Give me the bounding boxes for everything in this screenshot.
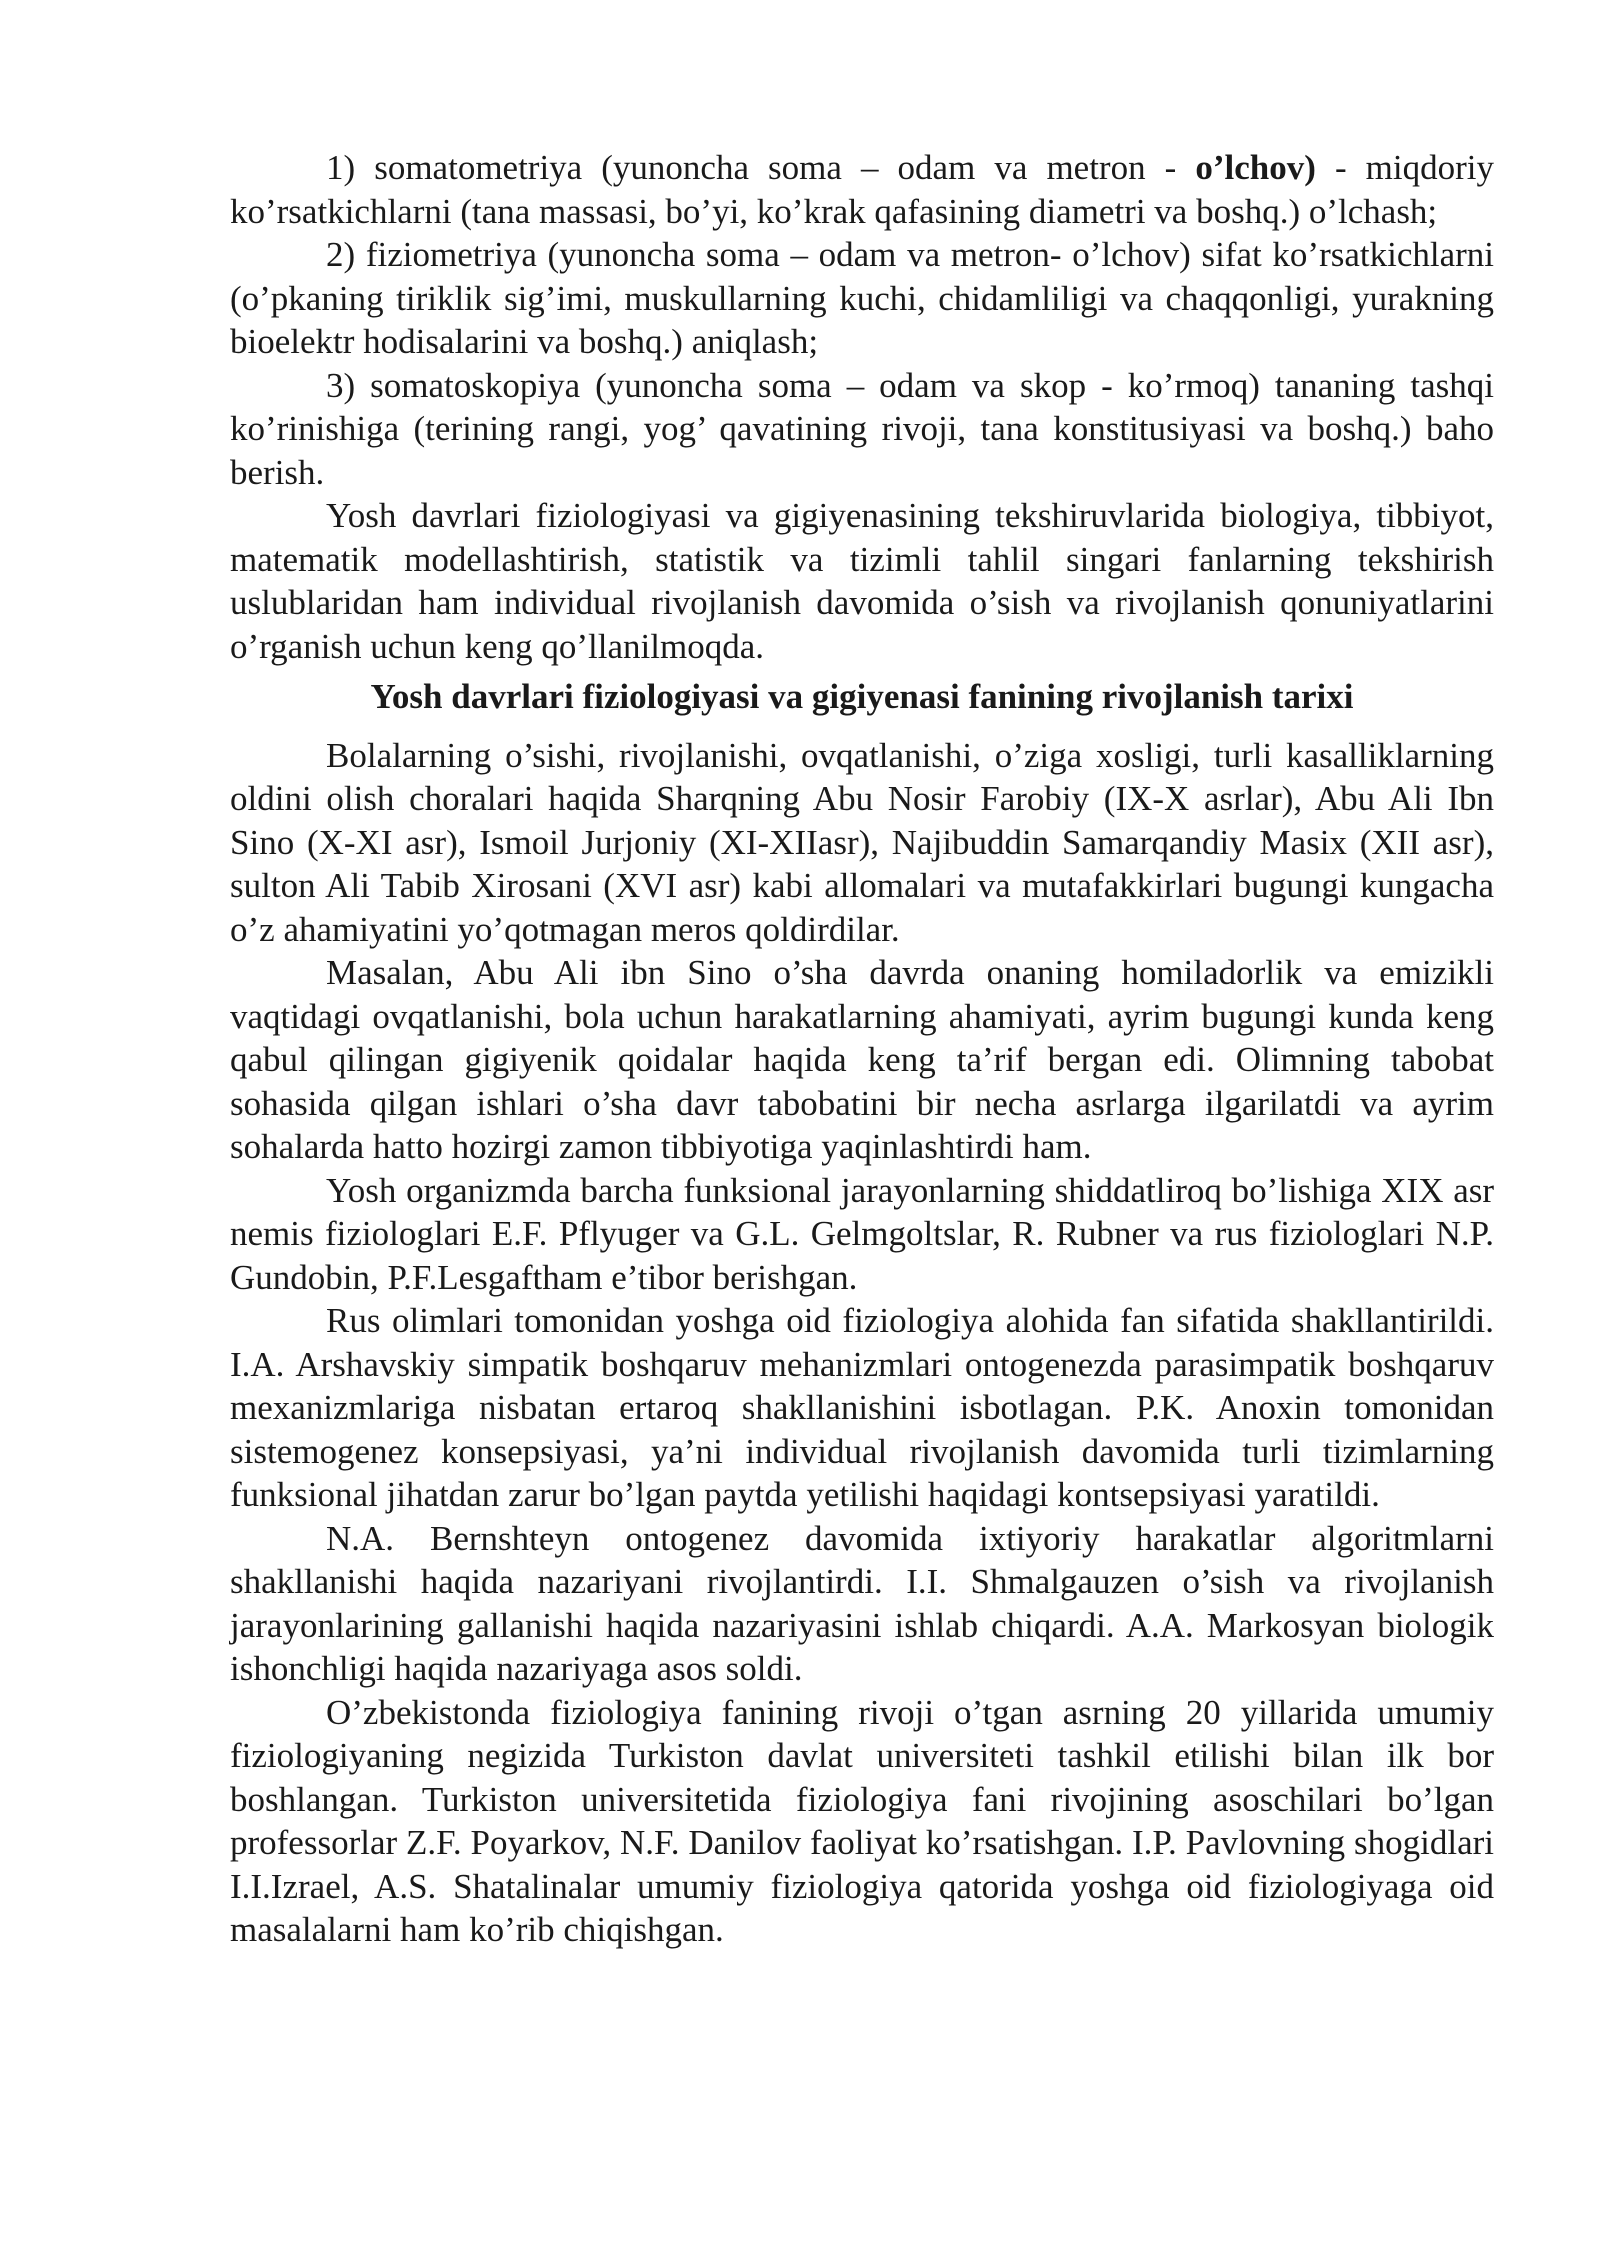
document-page (230, 146, 1494, 1952)
text-run: Bolalarning o’sishi, rivojlanishi, ovqatlanishi, o’ziga xosligi, turli kasalliklarning oldini olish choralari haqida Sharqning Abu Nosir Farobiy (IX-X asrlar), Abu Ali Ibn Sino (X-XI asr), Ismoil Jurjoniy (XI-XIIasr), Najibuddin Samarqandiy Masix (XII asr), sulton Ali Tabib Xirosani (XVI asr) kabi allomalari va mutafakkirlari bugungi kungacha o’z ahamiyatini yo’qotmagan meros qoldirdilar. (230, 735, 1494, 949)
body-paragraph (230, 734, 1494, 952)
text-run: N.A. Bernshteyn ontogenez davomida ixtiyoriy harakatlar algoritmlarni shakllanishi haqida nazariyani rivojlantirdi. I.I. Shmalgauzen o’sish va rivojlanish jarayonlarining gallanishi haqida nazariyasini ishlab chiqardi. A.A. Markosyan biologik ishonchligi haqida nazariyaga asos soldi. (230, 1518, 1494, 1688)
section-heading: Yosh davrlari fiziologiyasi va gigiyenasi fanining rivojlanish tarixi (370, 677, 1354, 716)
list-item-somatoskopiya (230, 364, 1494, 495)
text-run: Yosh organizmda barcha funksional jarayonlarning shiddatliroq bo’lishiga XIX asr nemis fiziologlari E.F. Pflyuger va G.L. Gelmgoltslar, R. Rubner va rus fiziologlari N.P. Gundobin, P.F.Lesgaftham e’tibor berishgan. (230, 1170, 1494, 1297)
text-run: O’zbekistonda fiziologiya fanining rivoji o’tgan asrning 20 yillarida umumiy fiziologiyaning negizida Turkiston davlat universiteti tashkil etilishi bilan ilk bor boshlangan. Turkiston universitetida fiziologiya fani rivojining asoschilari bo’lgan professorlar Z.F. Poyarkov, N.F. Danilov faoliyat ko’rsatishgan. I.P. Pavlovning shogidlari I.I.Izrael, A.S. Shatalinalar umumiy fiziologiya qatorida yoshga oid fiziologiyaga oid masalalarni ham ko’rib chiqishgan. (230, 1692, 1494, 1949)
body-paragraph (230, 1691, 1494, 1952)
text-run: Yosh davrlari fiziologiyasi va gigiyenasining tekshiruvlarida biologiya, tibbiyot, matematik modellashtirish, statistik va tizimli tahlil singari fanlarning tekshirish uslublaridan ham individual rivojlanish davomida o’sish va rivojlanish qonuniyatlarini o’rganish uchun keng qo’llanilmoqda. (230, 496, 1494, 666)
bold-text-run: o’lchov) (1195, 148, 1316, 187)
list-item-somatometriya (230, 146, 1494, 233)
body-paragraph (230, 1169, 1494, 1300)
list-item-fiziometriya (230, 233, 1494, 364)
text-run: Rus olimlari tomonidan yoshga oid fiziologiya alohida fan sifatida shakllantirildi. I.A. Arshavskiy simpatik boshqaruv mehanizmlari ontogenezda parasimpatik boshqaruv mexanizmlariga nisbatan ertaroq shakllanishini isbotlagan. P.K. Anoxin tomonidan sistemogenez konsepsiyasi, ya’ni individual rivojlanish davomida turli tizimlarning funksional jihatdan zarur bo’lgan paytda yetilishi haqidagi kontsepsiyasi yaratildi. (230, 1301, 1494, 1514)
text-run: Masalan, Abu Ali ibn Sino o’sha davrda onaning homiladorlik va emizikli vaqtidagi ovqatlanishi, bola uchun harakatlarning ahamiyati, ayrim bugungi kunda keng qabul qilingan gigiyenik qoidalar haqida keng ta’rif bergan edi. Olimning tabobat sohasida qilgan ishlari o’sha davr tabobatini bir necha asrlarga ilgarilatdi va ayrim sohalarda hatto hozirgi zamon tibbiyotiga yaqinlashtirdi ham. (230, 953, 1494, 1166)
text-run: - miqdoriy ko’rsatkichlarni (tana massasi, bo’yi, ko’krak qafasining diametri va boshq.) o’lchash; (230, 148, 1495, 231)
body-paragraph (230, 1299, 1494, 1517)
body-paragraph (230, 951, 1494, 1169)
text-run: 1) somatometriya (yunoncha soma – odam va metron - (326, 148, 1196, 187)
body-paragraph (230, 494, 1494, 668)
text-run: 3) somatoskopiya (yunoncha soma – odam va skop - ko’rmoq) tananing tashqi ko’rinishiga (terining rangi, yog’ qavatining rivoji, tana konstitusiyasi va boshq.) baho berish. (230, 365, 1494, 492)
body-paragraph (230, 1517, 1494, 1691)
text-run: 2) fiziometriya (yunoncha soma – odam va metron- o’lchov) sifat ko’rsatkichlarni (o’pkaning tiriklik sig’imi, muskullarning kuchi, chidamliligi va chaqqonligi, yurakning bioelektr hodisalarini va boshq.) aniqlash; (230, 235, 1494, 361)
